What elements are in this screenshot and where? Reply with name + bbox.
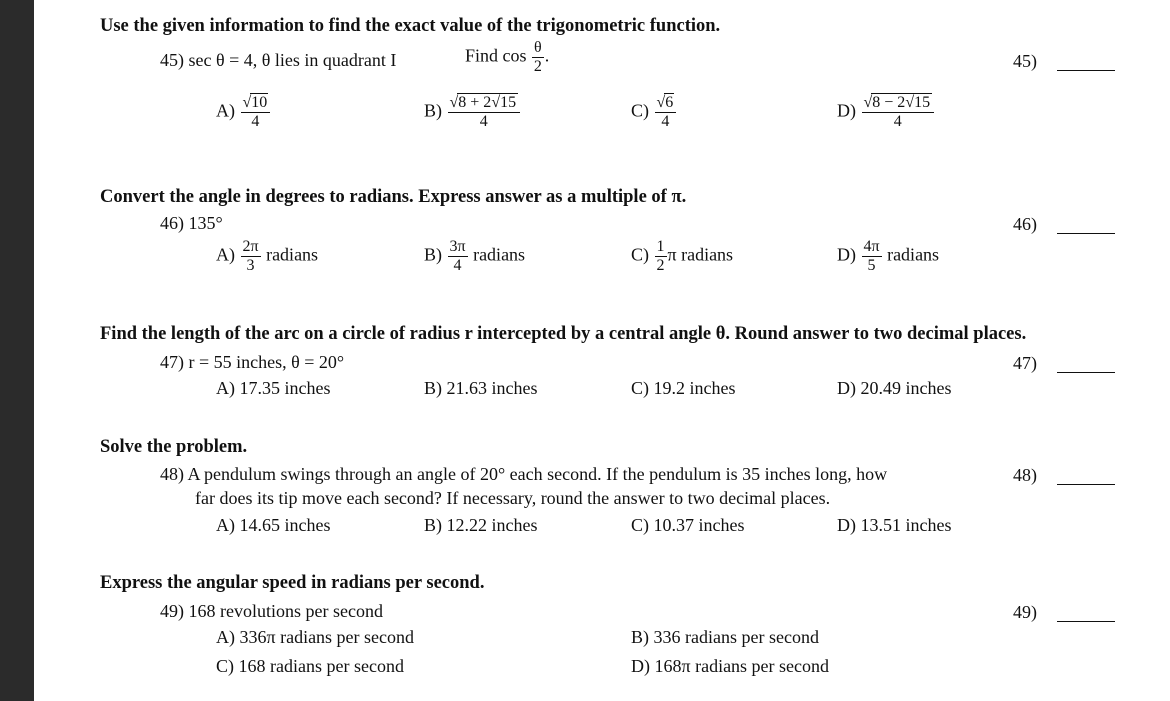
fraction-denominator: 4: [479, 113, 488, 130]
answer-blank-49[interactable]: [1057, 621, 1115, 622]
choice-fraction: $\frac{√8 - 2√15}{4}$: [862, 95, 935, 130]
choice-suffix: radians: [266, 244, 319, 265]
choice-46-a[interactable]: [216, 239, 318, 274]
choice-46-c[interactable]: [631, 239, 733, 274]
choice-48-a[interactable]: A) 14.65 inches: [216, 515, 331, 535]
question-45-stem: [160, 51, 396, 69]
choice-label: D): [837, 100, 856, 121]
choice-49-b[interactable]: B) 336 radians per second: [631, 627, 819, 647]
answer-blank-47[interactable]: [1057, 372, 1115, 373]
fraction-numerator: 4π: [863, 238, 880, 255]
choice-46-d[interactable]: [837, 239, 939, 274]
choice-suffix: radians: [473, 244, 526, 265]
question-number: 49): [160, 601, 184, 621]
fraction-numerator: 3π: [449, 238, 466, 255]
fraction-denominator: 4: [893, 113, 902, 130]
choice-48-d[interactable]: D) 13.51 inches: [837, 515, 952, 535]
choice-label: C): [631, 100, 649, 121]
choice-49-a[interactable]: A) 336π radians per second: [216, 627, 415, 647]
radicand: 10: [251, 94, 268, 111]
choice-label: B): [424, 244, 442, 265]
answer-label-45: 45): [1013, 51, 1037, 71]
radicand-outer: 8 − 2: [872, 94, 906, 111]
question-number: 46): [160, 213, 184, 233]
section-heading-trig: Use the given information to find the exact value of the trigonometric function.: [100, 16, 721, 36]
answer-blank-45[interactable]: [1057, 70, 1115, 71]
question-text: sec θ = 4, θ lies in quadrant I: [188, 50, 397, 70]
question-number: 48): [160, 464, 184, 484]
choice-49-c[interactable]: C) 168 radians per second: [216, 656, 404, 676]
answer-blank-48[interactable]: [1057, 484, 1115, 485]
choice-suffix: radians: [887, 244, 940, 265]
choice-label: A): [216, 244, 235, 265]
choice-fraction: [241, 239, 261, 274]
answer-label-49: 49): [1013, 602, 1037, 622]
question-number: 45): [160, 50, 184, 70]
choice-45-b[interactable]: [424, 95, 521, 130]
radicand-outer: 8 + 2: [458, 94, 492, 111]
choice-label: C): [631, 244, 649, 265]
question-49-stem: [160, 602, 383, 620]
question-text: A pendulum swings through an angle of 20° each second. If the pendulum is 35 inches long, how: [187, 464, 888, 484]
fraction-denominator: 3: [246, 257, 255, 274]
choice-fraction: [448, 239, 468, 274]
fraction-numerator: 1: [656, 238, 665, 255]
fraction-denominator: 4: [251, 113, 260, 130]
question-48-line2: far does its tip move each second? If necessary, round the answer to two decimal places.: [195, 488, 831, 508]
question-46-stem: [160, 214, 223, 232]
choice-45-c[interactable]: [631, 95, 677, 130]
choice-48-c[interactable]: C) 10.37 inches: [631, 515, 745, 535]
answer-label-46: 46): [1013, 214, 1037, 234]
choice-fraction: $\frac{√10}{4}$: [241, 95, 271, 130]
choice-46-b[interactable]: [424, 239, 525, 274]
choice-45-a[interactable]: [216, 95, 271, 130]
answer-blank-46[interactable]: [1057, 233, 1115, 234]
section-heading-arc-length: Find the length of the arc on a circle of radius r intercepted by a central angle θ. Round answer to two decimal places.: [100, 324, 1027, 344]
choice-label: A): [216, 100, 235, 121]
choice-47-b[interactable]: B) 21.63 inches: [424, 378, 538, 398]
question-47-stem: [160, 353, 344, 371]
choice-49-d[interactable]: D) 168π radians per second: [631, 656, 830, 676]
choice-suffix: π radians: [667, 244, 734, 265]
choice-label: D): [837, 244, 856, 265]
choice-fraction: $\frac{√8 + 2√15}{4}$: [448, 95, 521, 130]
radicand-inner: 15: [914, 94, 931, 111]
answer-label-47: 47): [1013, 353, 1037, 373]
choice-47-c[interactable]: C) 19.2 inches: [631, 378, 736, 398]
question-number: 47): [160, 352, 184, 372]
fraction-numerator: θ: [534, 39, 542, 56]
question-text: 168 revolutions per second: [188, 601, 383, 621]
radicand-inner: 15: [500, 94, 517, 111]
fraction-denominator: 4: [453, 257, 462, 274]
choice-fraction: $\frac{√6}{4}$: [655, 95, 677, 130]
question-text: r = 55 inches, θ = 20°: [188, 352, 345, 372]
fraction-denominator: 5: [867, 257, 876, 274]
answer-label-48: 48): [1013, 465, 1037, 485]
find-label: Find cos: [465, 45, 527, 66]
period: .: [544, 45, 550, 66]
choice-45-d[interactable]: [837, 95, 935, 130]
choice-47-a[interactable]: A) 17.35 inches: [216, 378, 331, 398]
half-angle-fraction: [532, 40, 544, 75]
question-text: 135°: [188, 213, 223, 233]
section-heading-angular-speed: Express the angular speed in radians per second.: [100, 573, 485, 593]
choice-48-b[interactable]: B) 12.22 inches: [424, 515, 538, 535]
choice-fraction: [862, 239, 882, 274]
left-dark-margin: [0, 0, 34, 701]
fraction-denominator: 4: [661, 113, 670, 130]
fraction-denominator: 2: [533, 58, 542, 75]
radicand: 6: [665, 94, 674, 111]
question-48-line1: [160, 465, 887, 483]
choice-fraction: [655, 239, 667, 274]
fraction-numerator: 2π: [242, 238, 259, 255]
choice-label: B): [424, 100, 442, 121]
section-heading-radians: Convert the angle in degrees to radians. Express answer as a multiple of π.: [100, 187, 687, 207]
section-heading-solve: Solve the problem.: [100, 437, 248, 457]
choice-47-d[interactable]: D) 20.49 inches: [837, 378, 952, 398]
question-45-find: [465, 40, 549, 75]
fraction-denominator: 2: [656, 257, 665, 274]
